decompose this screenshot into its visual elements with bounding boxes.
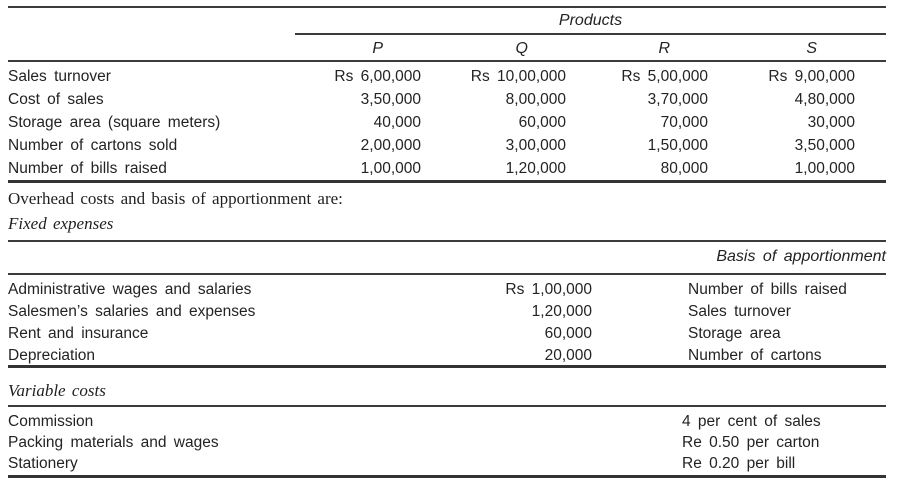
cost-row [8,411,886,432]
cell-value: 1,00,000 [360,160,421,177]
variable-costs-section-title: Variable costs [8,381,106,400]
expense-row [8,301,886,323]
basis-value: Number of cartons [688,347,822,364]
fixed-expenses-section-title: Fixed expenses [8,214,114,233]
horizontal-rule-under-products [295,33,886,35]
rate-value: 4 per cent of sales [682,413,821,430]
cell-value: Rs 10,00,000 [470,68,566,85]
cell-value: Rs 5,00,000 [621,68,708,85]
basis-column-header: Basis of apportionment [716,248,886,265]
cell-value: 40,000 [373,114,421,131]
horizontal-rule-top [8,6,886,8]
column-header-s: S [806,40,817,57]
column-gap [592,301,688,323]
cell-value: Rs 6,00,000 [334,68,421,85]
cost-row [8,453,886,474]
row-label: Stationery [8,455,78,472]
expense-row [8,345,886,367]
products-group-header: Products [558,12,623,29]
row-label: Depreciation [8,347,96,364]
cell-value: 60,000 [518,114,566,131]
column-header-q: Q [515,40,528,57]
horizontal-rule-under-headers [8,60,886,62]
horizontal-rule-products-bottom [8,180,886,183]
fixed-expenses-table [8,279,886,367]
expense-row [8,279,886,301]
amount-value: 60,000 [544,325,592,342]
row-label: Number of cartons sold [8,137,178,154]
column-gap [592,323,688,345]
row-label: Number of bills raised [8,160,167,177]
rate-value: Re 0.50 per carton [682,434,820,451]
column-header-p: P [372,40,383,57]
horizontal-rule-bottom [8,475,886,478]
row-label: Administrative wages and salaries [8,281,252,298]
column-gap [592,279,688,301]
basis-value: Storage area [688,325,781,342]
table-row [8,111,886,134]
horizontal-rule-variable-top [8,405,886,407]
cell-value: 4,80,000 [794,91,855,108]
cell-value: 3,50,000 [360,91,421,108]
products-table [8,65,886,180]
row-label: Packing materials and wages [8,434,219,451]
column-header-r: R [658,40,670,57]
cell-value: 3,70,000 [647,91,708,108]
cell-value: 1,50,000 [647,137,708,154]
amount-value: 1,20,000 [531,303,592,320]
cell-value: 70,000 [660,114,708,131]
table-row [8,65,886,88]
rate-value: Re 0.20 per bill [682,455,796,472]
amount-value: Rs 1,00,000 [505,281,592,298]
cell-value: 3,50,000 [794,137,855,154]
variable-costs-table [8,411,886,474]
cell-value: 8,00,000 [505,91,566,108]
row-label: Commission [8,413,94,430]
horizontal-rule-fixed-top [8,240,886,242]
row-label: Cost of sales [8,91,104,108]
products-column-header-row [8,38,886,60]
table-row [8,157,886,180]
amount-value: 20,000 [544,347,592,364]
cell-value: Rs 9,00,000 [768,68,855,85]
cell-value: 30,000 [807,114,855,131]
table-row [8,88,886,111]
basis-value: Sales turnover [688,303,791,320]
row-label: Storage area (square meters) [8,114,221,131]
expense-row [8,323,886,345]
cost-row [8,432,886,453]
cell-value: 3,00,000 [505,137,566,154]
column-header-spacer [8,38,300,60]
intro-text: Overhead costs and basis of apportionment are: [8,189,343,208]
row-label: Sales turnover [8,68,111,85]
basis-value: Number of bills raised [688,281,847,298]
cell-value: 80,000 [660,160,708,177]
column-gap [592,345,688,367]
row-label: Rent and insurance [8,325,149,342]
row-label: Salesmen’s salaries and expenses [8,303,256,320]
cell-value: 2,00,000 [360,137,421,154]
horizontal-rule-under-basis-header [8,273,886,275]
horizontal-rule-fixed-bottom [8,365,886,368]
cell-value: 1,00,000 [794,160,855,177]
table-row [8,134,886,157]
cell-value: 1,20,000 [505,160,566,177]
